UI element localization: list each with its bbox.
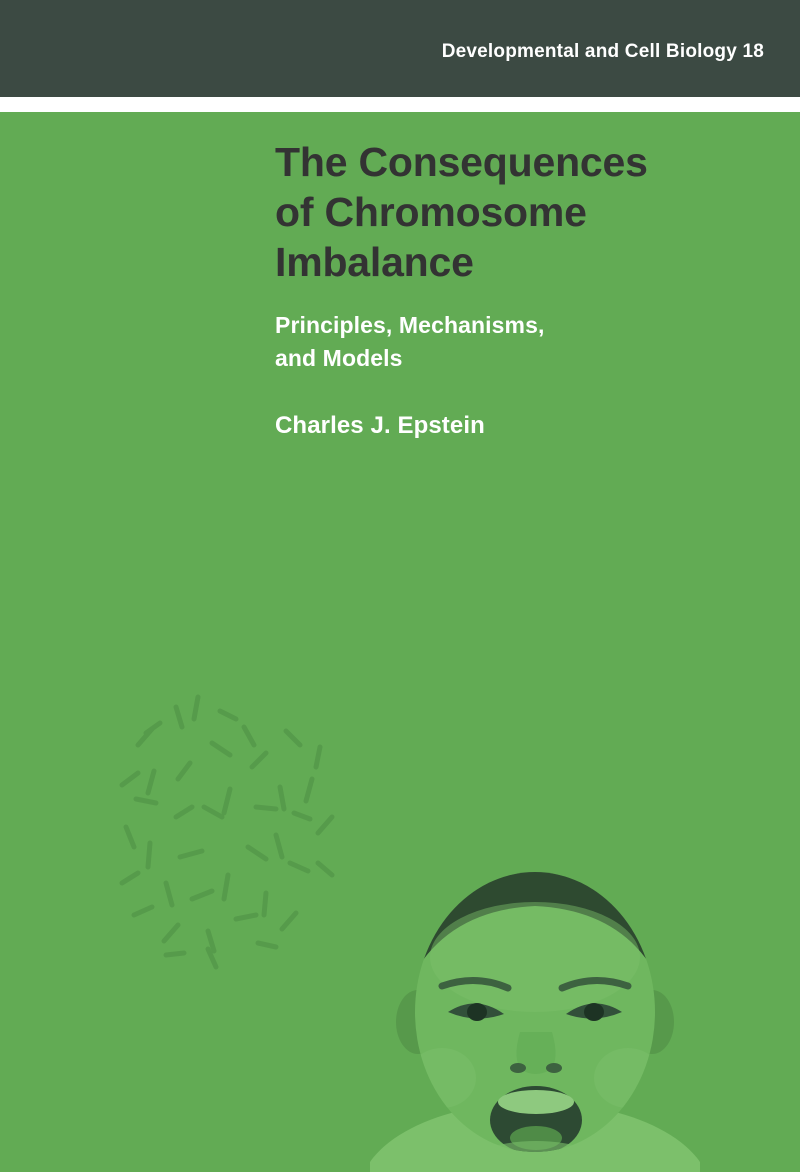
title-block [275, 137, 745, 440]
subtitle-line-2: and Models [275, 344, 403, 371]
book-subtitle [275, 309, 745, 374]
infant-portrait-image [370, 862, 700, 1172]
title-line-1: The Consequences [275, 139, 648, 185]
series-band [0, 0, 800, 97]
book-author: Charles J. Epstein [275, 412, 485, 440]
cover-field [0, 112, 800, 1172]
book-title [275, 137, 745, 287]
band-separator [0, 97, 800, 112]
title-line-3: Imbalance [275, 239, 474, 286]
chromosome-spread-icon [80, 667, 400, 987]
title-line-2: of Chromosome [275, 189, 587, 236]
series-label: Developmental and Cell Biology 18 [441, 41, 764, 62]
subtitle-line-1: Principles, Mechanisms, [275, 312, 545, 339]
